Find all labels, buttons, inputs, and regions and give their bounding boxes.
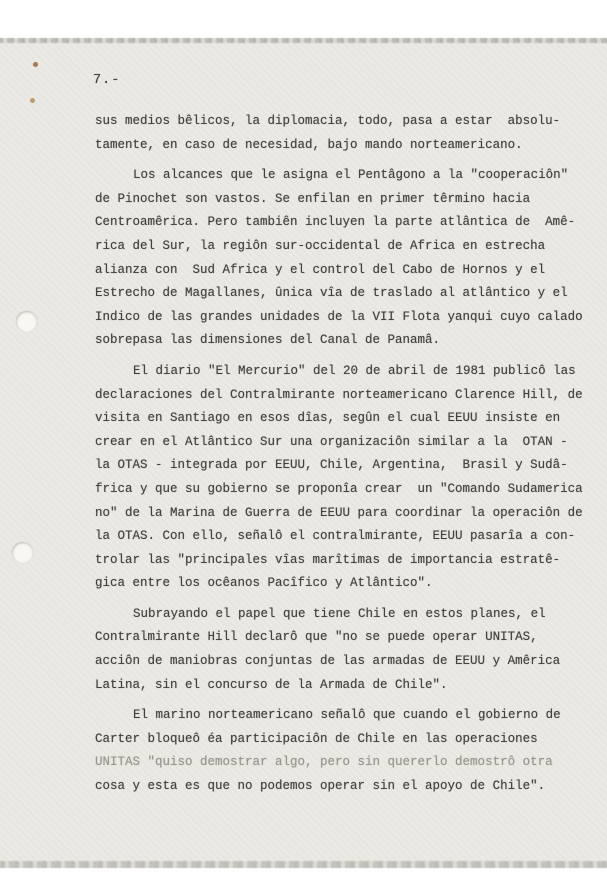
text-line: la OTAS - integrada por EEUU, Chile, Argentina, Brasil y Sudâ-	[95, 458, 568, 473]
rust-mark-2	[30, 98, 35, 103]
paragraph-2	[95, 164, 595, 353]
text-line: Indico de las grandes unidades de la VII Flota yanqui cuyo calado	[95, 309, 583, 324]
page-number: 7.-	[93, 73, 121, 88]
text-line: sobrepasa las dimensiones del Canal de Panamâ.	[95, 333, 441, 348]
text-line: visita en Santiago en esos dîas, segûn el cual EEUU insiste en	[95, 411, 561, 426]
hole-punch-top	[16, 311, 37, 332]
text-line: El marino norteamericano señalô que cuando el gobierno de	[133, 708, 561, 723]
text-line: Estrecho de Magallanes, ûnica vîa de traslado al atlântico y el	[95, 286, 568, 301]
text-line: Latina, sin el concurso de la Armada de Chile".	[95, 677, 448, 692]
text-line: declaraciones del Contralmirante norteamericano Clarence Hill, de	[95, 387, 583, 402]
text-line: frica y que su gobierno se proponîa crear un "Comando Sudamerica	[95, 481, 583, 496]
text-line: Contralmirante Hill declarô que "no se puede operar UNITAS,	[95, 630, 538, 645]
text-line: la OTAS. Con ello, señalô el contralmirante, EEUU pasarîa a con-	[95, 529, 576, 544]
text-line: El diario "El Mercurio" del 20 de abril de 1981 publicô las	[133, 363, 576, 378]
text-line: alianza con Sud Africa y el control del Cabo de Hornos y el	[95, 262, 546, 277]
text-line: Subrayando el papel que tiene Chile en estos planes, el	[133, 606, 546, 621]
document-body	[95, 110, 595, 799]
paper-sheet	[0, 38, 607, 868]
hole-punch-bottom	[12, 542, 33, 563]
paragraph-4	[95, 603, 595, 697]
text-line: de Pinochet son vastos. Se enfilan en primer têrmino hacia	[95, 191, 531, 206]
text-line-faded: UNITAS "quiso demostrar algo, pero sin quererlo demostrô otra	[95, 755, 553, 770]
text-line: tamente, en caso de necesidad, bajo mando norteamericano.	[95, 137, 523, 152]
paragraph-3	[95, 360, 595, 596]
text-line: cosa y esta es que no podemos operar sin el apoyo de Chile".	[95, 779, 546, 794]
text-line: acciôn de maniobras conjuntas de las armadas de EEUU y Amêrica	[95, 654, 561, 669]
text-line: crear en el Atlântico Sur una organizaciôn similar a la OTAN -	[95, 434, 568, 449]
text-line: Carter bloqueô éa participaciôn de Chile en las operaciones	[95, 731, 538, 746]
paragraph-5	[95, 704, 595, 798]
paragraph-1	[95, 110, 595, 157]
text-line: rica del Sur, la regiôn sur-occidental de Africa en estrecha	[95, 238, 546, 253]
text-line: Los alcances que le asigna el Pentâgono a la "cooperaciôn"	[133, 168, 569, 183]
rust-mark-1	[33, 62, 38, 67]
text-line: sus medios bêlicos, la diplomacia, todo, pasa a estar absolu-	[95, 114, 561, 128]
text-line: Centroamêrica. Pero tambiên incluyen la parte atlântica de Amê-	[95, 215, 576, 230]
text-line: gica entre los ocêanos Pacîfico y Atlântico".	[95, 576, 433, 591]
text-line: no" de la Marina de Guerra de EEUU para coordinar la operaciôn de	[95, 505, 583, 520]
text-line: trolar las "principales vîas marîtimas de importancia estratê-	[95, 552, 561, 567]
